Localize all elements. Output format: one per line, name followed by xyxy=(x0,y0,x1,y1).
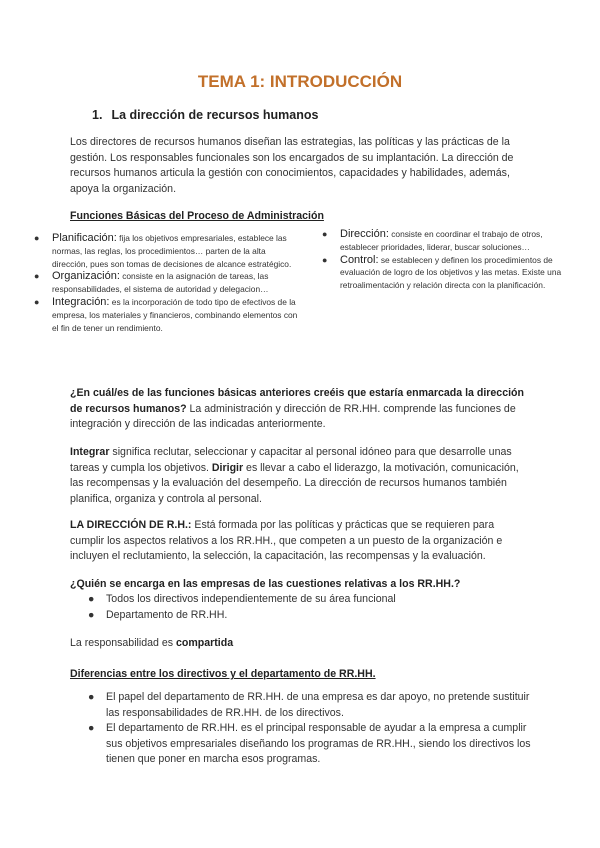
section-heading xyxy=(92,108,318,122)
dirigir-text: es llevar a cabo el liderazgo, la motivación, comunicación, las recompensas y la evaluación del desempeño. La dirección de recursos humanos también planifica, organiza y controla al personal. xyxy=(70,461,519,505)
bullet-icon: ● xyxy=(88,691,95,703)
question-2 xyxy=(70,577,530,593)
question-1 xyxy=(70,386,530,433)
integrar-text: significa reclutar, seleccionar y capacitar al personal idóneo para que desarrolle unas tareas y cumpla los objetivos. xyxy=(70,446,512,474)
list-item xyxy=(88,592,538,608)
function-desc: fija los objetivos empresariales, establece las normas, las reglas, los procedimientos… parten de la alta dirección, pues son tomas de decisiones de alcance estratégico. xyxy=(52,233,292,269)
page-title: TEMA 1: INTRODUCCIÓN xyxy=(197,72,403,91)
function-item xyxy=(30,296,300,334)
dirigir-term: Dirigir xyxy=(211,461,244,474)
functions-list-left xyxy=(30,232,300,334)
list-item xyxy=(88,721,538,768)
question-2-list xyxy=(88,592,538,623)
bullet-icon: ● xyxy=(322,229,328,239)
direccion-rh-term: LA DIRECCIÓN DE R.H.: xyxy=(70,519,192,531)
function-desc: consiste en coordinar el trabajo de otros, establecer prioridades, liderar, buscar soluciones… xyxy=(340,229,543,252)
function-term: Integración: xyxy=(52,295,110,308)
function-term: Control: xyxy=(340,253,379,266)
bullet-icon: ● xyxy=(34,271,40,282)
function-term: Organización: xyxy=(52,270,120,283)
function-desc: consiste en la asignación de tareas, las responsabilidades, el sistema de autoridad y delegacion… xyxy=(52,271,269,295)
differences-heading: Diferencias entre los directivos y el departamento de RR.HH. xyxy=(70,668,376,680)
shared-responsibility xyxy=(70,636,530,652)
function-term: Dirección: xyxy=(340,228,389,240)
functions-list-right xyxy=(318,228,580,292)
differences-list xyxy=(88,690,538,768)
bullet-icon: ● xyxy=(322,254,328,265)
bullet-icon: ● xyxy=(34,233,40,243)
section-heading-text: La dirección de recursos humanos xyxy=(111,108,319,122)
shared-bold: compartida xyxy=(176,637,234,649)
function-item xyxy=(30,232,300,270)
function-item xyxy=(318,254,580,292)
list-item xyxy=(88,690,538,721)
list-item-text: El departamento de RR.HH. es el principal responsable de ayudar a la empresa a cumplir sus objetivos empresariales diseñando los programas de RR.HH., siendo los directivos los tienen que poner en marcha esos programas. xyxy=(106,722,531,765)
bullet-icon: ● xyxy=(88,608,95,621)
function-desc: se establecen y definen los procedimientos de evaluación de logro de los objetivos y las metas. Existe una retroalimentación y relación directa con la planificación. xyxy=(340,254,562,291)
bullet-icon: ● xyxy=(88,593,95,605)
functions-heading: Funciones Básicas del Proceso de Administración xyxy=(70,210,324,222)
section-number: 1. xyxy=(92,108,103,122)
list-item-text: Departamento de RR.HH. xyxy=(106,608,228,621)
question-1-answer: La administración y dirección de RR.HH. comprende las funciones de integración y dirección de las indicadas anteriormente. xyxy=(70,402,516,430)
direccion-rh-text: Está formada por las políticas y prácticas que se requieren para cumplir los aspectos relativos a los RR.HH., que competen a un puesto de la organización e incluyen el reclutamiento, la selección, la capacitación, las recompensas y la evaluación. xyxy=(70,519,503,562)
intro-paragraph: Los directores de recursos humanos diseñan las estrategias, las políticas y las prácticas de la gestión. Los responsables funcionales son los encargados de su implantación. La dirección de recursos humanos articula la gestión con conocimientos, capacidades y habilidades, además, apoya la organización. xyxy=(70,136,514,195)
function-desc: es la incorporación de todo tipo de efectivos de la empresa, los materiales y financieros, combinando elementos con el fin de tener un rendimiento. xyxy=(52,296,298,333)
list-item-text: Todos los directivos independientemente de su área funcional xyxy=(106,593,396,605)
bullet-icon: ● xyxy=(88,722,95,734)
shared-prefix: La responsabilidad es xyxy=(70,637,177,649)
question-1-text: ¿En cuál/es de las funciones básicas anteriores creéis que estaría enmarcada la dirección de recursos humanos? xyxy=(70,387,524,415)
list-item-text: El papel del departamento de RR.HH. de una empresa es dar apoyo, no pretende sustituir las responsabilidades de RR.HH. de los directivos. xyxy=(106,691,530,719)
integrar-term: Integrar xyxy=(70,446,110,458)
bullet-icon: ● xyxy=(34,296,40,307)
direccion-rh-paragraph xyxy=(70,518,530,565)
integrar-paragraph xyxy=(70,445,530,507)
function-item xyxy=(30,270,300,296)
question-2-text: ¿Quién se encarga en las empresas de las cuestiones relativas a los RR.HH.? xyxy=(70,578,461,590)
list-item xyxy=(88,608,538,624)
function-term: Planificación: xyxy=(52,232,117,244)
function-item xyxy=(318,228,580,254)
